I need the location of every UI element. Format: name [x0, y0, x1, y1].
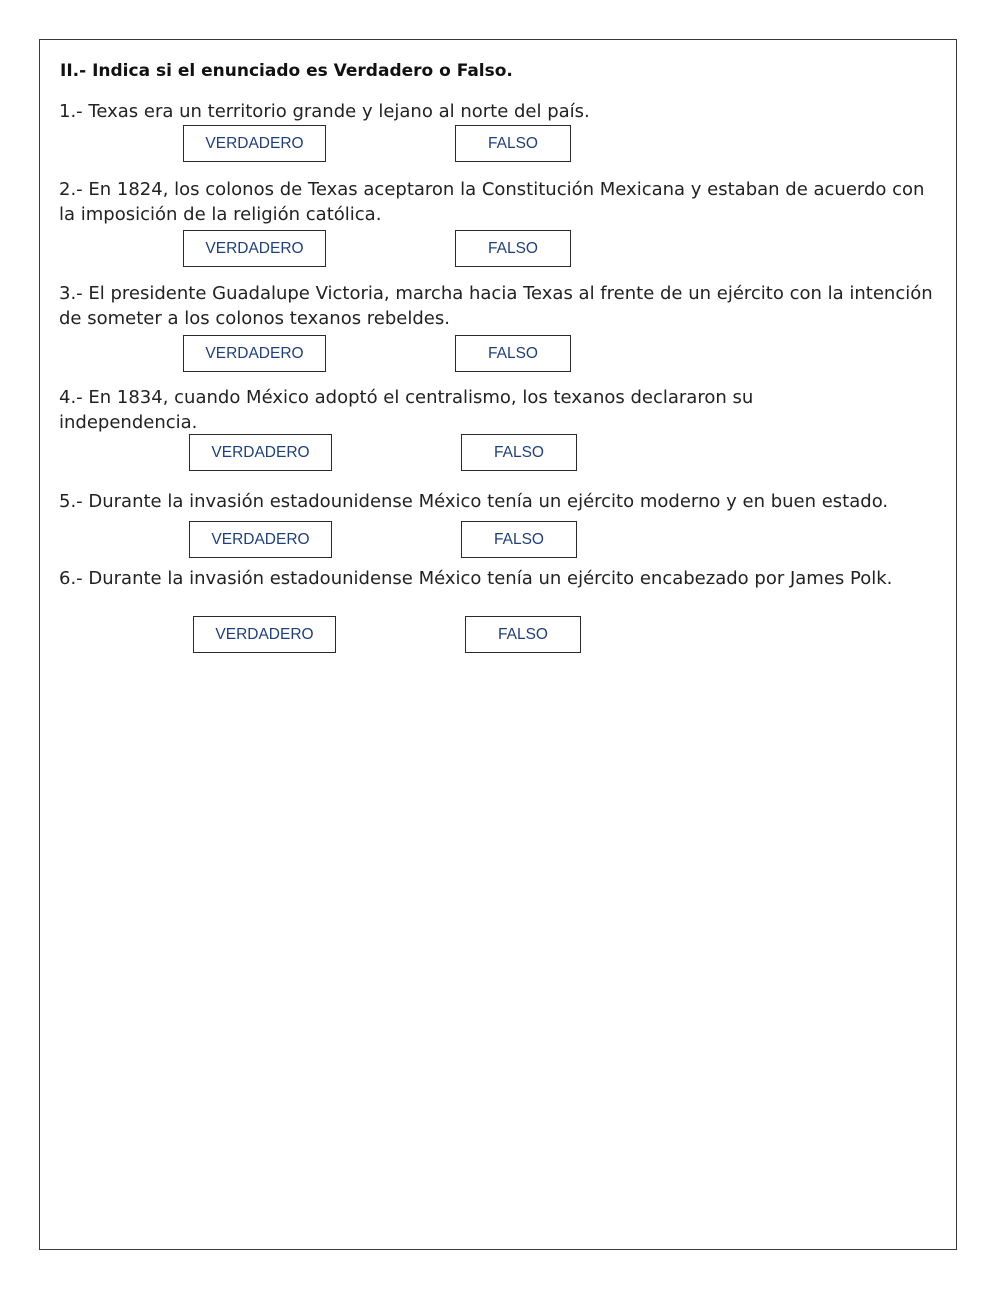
q6-true-button[interactable]: VERDADERO	[193, 616, 336, 653]
q5-false-button[interactable]: FALSO	[461, 521, 577, 558]
worksheet-frame	[39, 39, 957, 1250]
q2-false-button[interactable]: FALSO	[455, 230, 571, 267]
q3-true-button[interactable]: VERDADERO	[183, 335, 326, 372]
q4-true-button[interactable]: VERDADERO	[189, 434, 332, 471]
q5-true-button[interactable]: VERDADERO	[189, 521, 332, 558]
question-5-text: 5.- Durante la invasión estadounidense México tenía un ejército moderno y en buen estado.	[59, 491, 889, 512]
q3-false-button[interactable]: FALSO	[455, 335, 571, 372]
question-2-text: 2.- En 1824, los colonos de Texas aceptaron la Constitución Mexicana y estaban de acuerdo con la imposición de la religión católica.	[59, 179, 925, 225]
q1-true-button[interactable]: VERDADERO	[183, 125, 326, 162]
q6-false-button[interactable]: FALSO	[465, 616, 581, 653]
q1-false-button[interactable]: FALSO	[455, 125, 571, 162]
question-1-text: 1.- Texas era un territorio grande y lejano al norte del país.	[59, 101, 590, 122]
q2-true-button[interactable]: VERDADERO	[183, 230, 326, 267]
question-6-text: 6.- Durante la invasión estadounidense México tenía un ejército encabezado por James Polk.	[59, 568, 893, 589]
question-3-text: 3.- El presidente Guadalupe Victoria, marcha hacia Texas al frente de un ejército con la intención de someter a los colonos texanos rebeldes.	[59, 283, 933, 329]
question-4-text: 4.- En 1834, cuando México adoptó el centralismo, los texanos declararon su independencia.	[59, 387, 754, 433]
q4-false-button[interactable]: FALSO	[461, 434, 577, 471]
section-heading: II.- Indica si el enunciado es Verdadero o Falso.	[60, 61, 513, 81]
